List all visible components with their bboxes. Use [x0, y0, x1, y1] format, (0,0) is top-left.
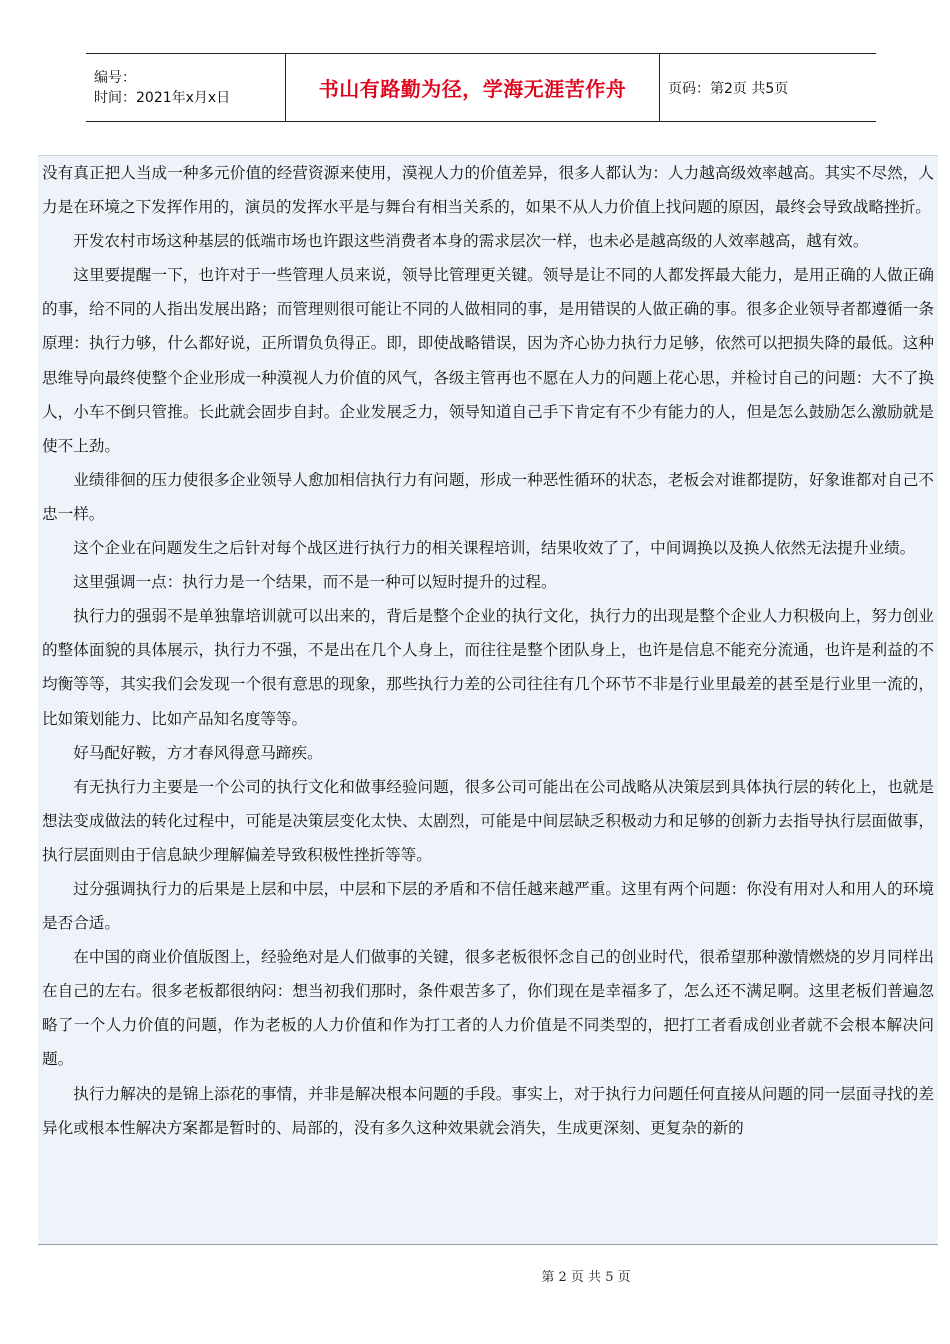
paragraph: 执行力的强弱不是单独靠培训就可以出来的，背后是整个企业的执行文化，执行力的出现是整个企业人力积极向上，努力创业的整体面貌的具体展示，执行力不强，不是出在几个人身上，而往往是整个团队身上，也许是信息不能充分流通，也许是利益的不均衡等等，其实我们会发现一个很有意思的现象，那些执行力差的公司往往有几个环节不非是行业里最差的甚至是行业里一流的，比如策划能力、比如产品知名度等等。: [42, 607, 934, 728]
paragraph: 开发农村市场这种基层的低端市场也许跟这些消费者本身的需求层次一样，也未必是越高级的人效率越高，越有效。: [73, 232, 869, 251]
paragraph: 过分强调执行力的后果是上层和中层，中层和下层的矛盾和不信任越来越严重。这里有两个问题：你没有用对人和用人的环境是否合适。: [42, 879, 934, 933]
paragraph: 好马配好鞍，方才春风得意马蹄疾。: [73, 743, 323, 762]
document-date: 时间：2021年x月x日: [94, 89, 231, 106]
header-meta: [86, 54, 285, 121]
paragraph: 这里要提醒一下，也许对于一些管理人员来说，领导比管理更关键。领导是让不同的人都发挥最大能力，是用正确的人做正确的事，给不同的人指出发展出路；而管理则很可能让不同的人做相同的事，是用错误的人做正确的事。很多企业领导者都遵循一条原理：执行力够，什么都好说，正所谓负负得正。即，即使战略错误，因为齐心协力执行力足够，依然可以把损失降的最低。这种思维导向最终使整个企业形成一种漠视人力价值的风气，各级主管再也不愿在人力的问题上花心思，并检讨自己的问题：大不了换人，小车不倒只管推。长此就会固步自封。企业发展乏力，领导知道自己手下肯定有不少有能力的人，但是怎么鼓励怎么激励就是使不上劲。: [42, 266, 934, 455]
paragraph: 业绩徘徊的压力使很多企业领导人愈加相信执行力有问题，形成一种恶性循环的状态，老板会对谁都提防，好象谁都对自己不忠一样。: [42, 470, 934, 523]
header-motto-cell: [285, 54, 660, 121]
paragraph: 执行力解决的是锦上添花的事情，并非是解决根本问题的手段。事实上，对于执行力问题任何直接从问题的同一层面寻找的差异化或根本性解决方案都是暂时的、局部的，没有多久这种效果就会消失，生成更深刻、更复杂的新的: [42, 1084, 934, 1137]
header-page-cell: [660, 54, 876, 121]
document-body: [38, 155, 938, 1245]
paragraph: 这个企业在问题发生之后针对每个战区进行执行力的相关课程培训，结果收效了了，中间调换以及换人依然无法提升业绩。: [73, 539, 916, 558]
document-number-label: 编号：: [94, 69, 136, 86]
document-header: [86, 53, 876, 122]
page-footer: [0, 1266, 950, 1285]
paragraph: 这里强调一点：执行力是一个结果，而不是一种可以短时提升的过程。: [73, 573, 557, 592]
paragraph: 有无执行力主要是一个公司的执行文化和做事经验问题，很多公司可能出在公司战略从决策层到具体执行层的转化上，也就是想法变成做法的转化过程中，可能是决策层变化太快、太剧烈，可能是中间层缺乏积极动力和足够的创新力去指导执行层面做事，执行层面则由于信息缺少理解偏差导致积极性挫折等等。: [42, 777, 934, 864]
paragraph: 没有真正把人当成一种多元价值的经营资源来使用，漠视人力的价值差异，很多人都认为：人力越高级效率越高。其实不尽然，人力是在环境之下发挥作用的，演员的发挥水平是与舞台有相当关系的，如果不从人力价值上找问题的原因，最终会导致战略挫折。: [42, 164, 934, 217]
header-page-number: 页码：第2页 共5页: [668, 80, 789, 97]
footer-page-number: 第 2 页 共 5 页: [541, 1270, 631, 1285]
paragraph: 在中国的商业价值版图上，经验绝对是人们做事的关键，很多老板很怀念自己的创业时代，很希望那种激情燃烧的岁月同样出在自己的左右。很多老板都很纳闷：想当初我们那时，条件艰苦多了，你们现在是幸福多了，怎么还不满足啊。这里老板们普遍忽略了一个人力价值的问题，作为老板的人力价值和作为打工者的人力价值是不同类型的，把打工者看成创业者就不会根本解决问题。: [42, 948, 934, 1069]
motto-text: 书山有路勤为径，学海无涯苦作舟: [318, 77, 627, 101]
